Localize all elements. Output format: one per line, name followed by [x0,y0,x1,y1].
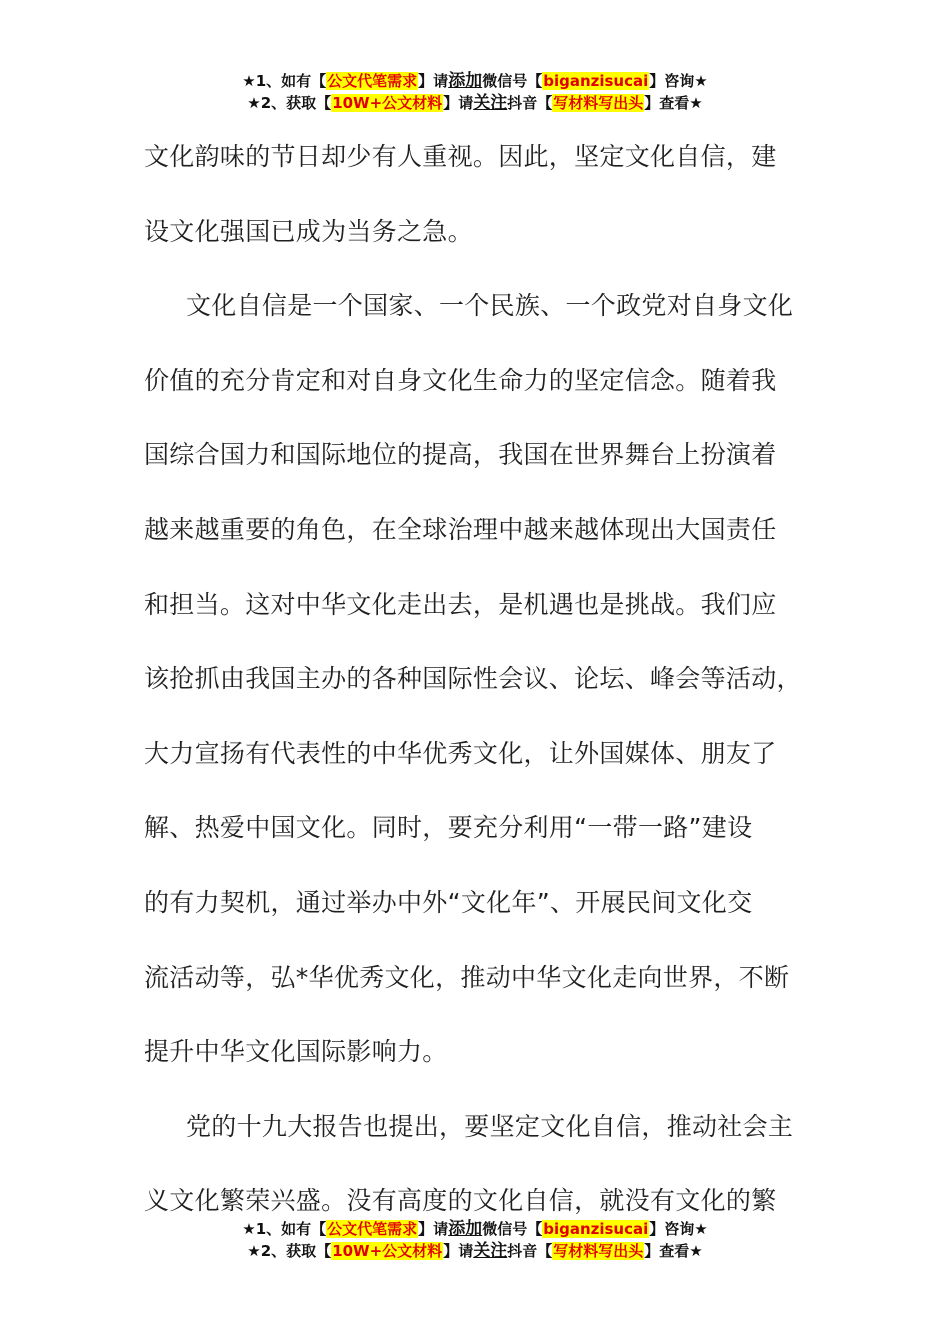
text-line: 的有力契机，通过举办中外“文化年”、开展民间文化交 [144,887,753,917]
text-line: 解、热爱中国文化。同时，要充分利用“一带一路”建设 [144,813,753,843]
banner-line-1: ★1、如有【公文代笔需求】请添加微信号【biganzisucai】咨询★ [242,1219,708,1239]
banner-highlight: 10W+公文材料 [332,94,443,112]
document-body [144,120,814,1239]
text-line: 和担当。这对中华文化走出去，是机遇也是挑战。我们应 [144,589,777,619]
text-line: 越来越重要的角色，在全球治理中越来越体现出大国责任 [144,514,777,544]
text-line: 设文化强国已成为当务之急。 [144,216,473,246]
paragraph-start-line: 文化自信是一个国家、一个民族、一个政党对自身文化 [186,291,794,321]
banner-line-1: ★1、如有【公文代笔需求】请添加微信号【biganzisucai】咨询★ [242,71,708,91]
paragraph-start-line: 党的十九大报告也提出，要坚定文化自信，推动社会主 [186,1111,794,1141]
banner-line-2: ★2、获取【10W+公文材料】请关注抖音【写材料写出头】查看★ [247,93,703,113]
text-line: 文化韵味的节日却少有人重视。因此，坚定文化自信，建 [144,142,777,171]
banner-wechat-id: biganzisucai [543,72,649,90]
text-line: 流活动等，弘*华优秀文化，推动中华文化走向世界，不断 [144,962,790,992]
footer-banner [0,1218,950,1262]
banner-highlight: 公文代笔需求 [327,72,418,90]
text-line: 价值的充分肯定和对自身文化生命力的坚定信念。随着我 [144,365,777,395]
banner-highlight: 公文代笔需求 [327,1220,418,1238]
banner-douyin-id: 写材料写出头 [553,94,644,112]
header-banner [0,70,950,114]
text-line: 大力宣扬有代表性的中华优秀文化，让外国媒体、朋友了 [144,738,777,768]
banner-douyin-id: 写材料写出头 [553,1242,644,1260]
text-line: 义文化繁荣兴盛。没有高度的文化自信，就没有文化的繁 [144,1186,777,1216]
banner-line-2: ★2、获取【10W+公文材料】请关注抖音【写材料写出头】查看★ [247,1241,703,1261]
text-line: 国综合国力和国际地位的提高，我国在世界舞台上扮演着 [144,440,777,470]
text-line: 提升中华文化国际影响力。 [144,1037,448,1067]
text-line: 该抢抓由我国主办的各种国际性会议、论坛、峰会等活动， [144,664,802,694]
banner-wechat-id: biganzisucai [543,1220,649,1238]
banner-highlight: 10W+公文材料 [332,1242,443,1260]
